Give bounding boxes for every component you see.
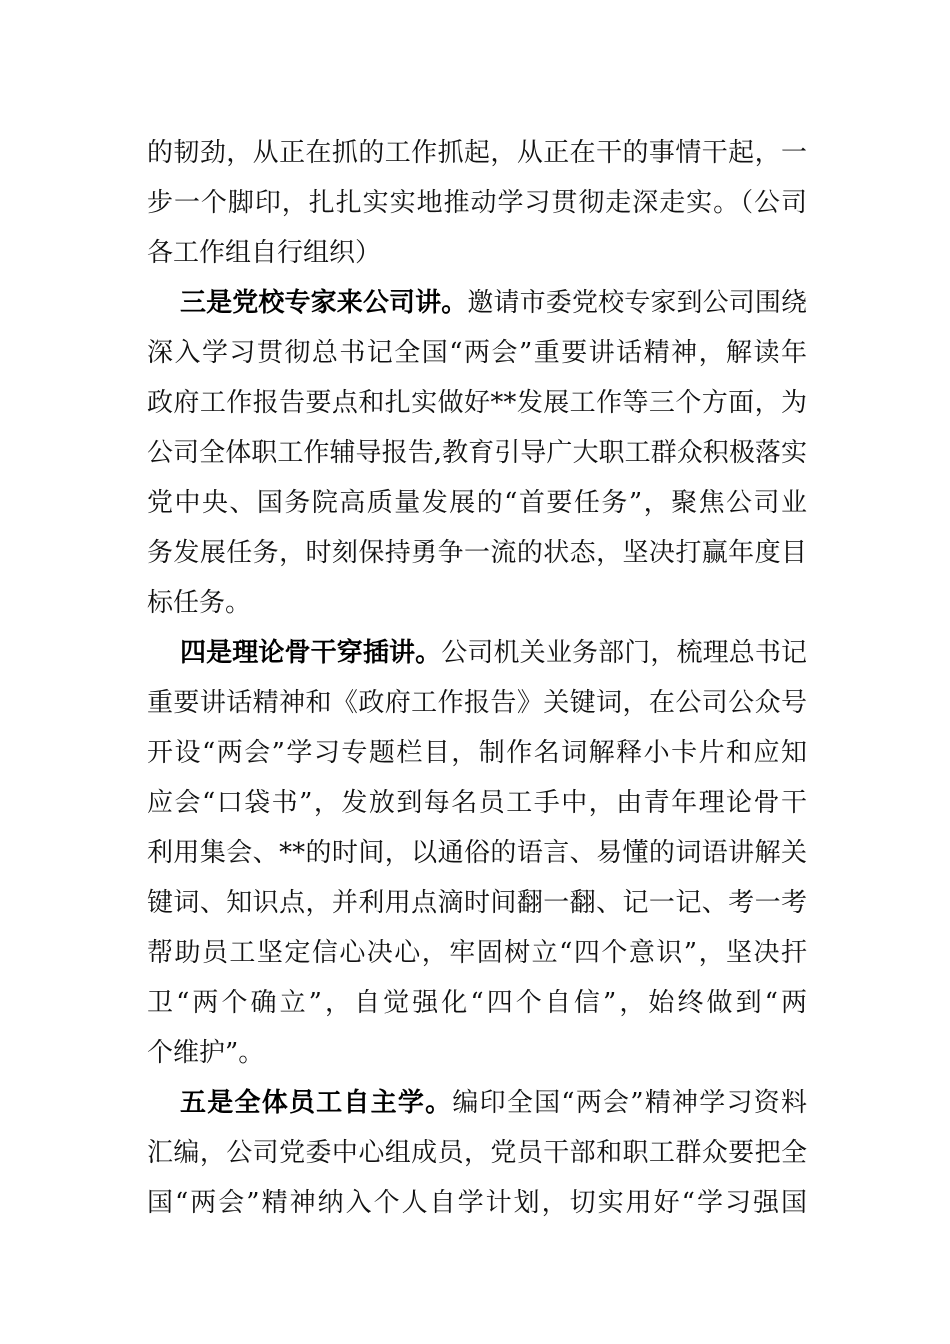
p1-line-1: 的韧劲，从正在抓的工作抓起，从正在干的事情干起，一	[147, 138, 807, 168]
p1-line-2: 步一个脚印，扎扎实实地推动学习贯彻走深走实。（公司	[147, 188, 807, 218]
p3-line-1	[180, 633, 807, 673]
p3-first-line-text: 公司机关业务部门，梳理总书记	[441, 638, 807, 668]
p3-line-3: 开设“两会”学习专题栏目，制作名词解释小卡片和应知	[147, 738, 807, 768]
p2-line-4: 公司全体职工作辅导报告,教育引导广大职工群众积极落实	[147, 438, 807, 468]
p3-lead-heading: 四是理论骨干穿插讲。	[180, 638, 442, 668]
p3-line-2: 重要讲话精神和《政府工作报告》关键词，在公司公众号	[147, 688, 807, 718]
p4-line-1	[180, 1083, 807, 1123]
p2-line-5: 党中央、国务院高质量发展的“首要任务”，聚焦公司业	[147, 488, 807, 518]
p4-first-line-text: 编印全国“两会”精神学习资料	[452, 1088, 807, 1118]
p2-lead-heading: 三是党校专家来公司讲。	[180, 288, 468, 318]
p2-line-3: 政府工作报告要点和扎实做好**发展工作等三个方面，为	[147, 388, 807, 418]
p3-line-4: 应会“口袋书”，发放到每名员工手中，由青年理论骨干	[147, 788, 807, 818]
p1-line-3: 各工作组自行组织）	[147, 238, 382, 268]
p3-line-9: 个维护”。	[147, 1038, 265, 1068]
p2-line-2: 深入学习贯彻总书记全国“两会”重要讲话精神，解读年	[147, 338, 807, 368]
p2-line-1	[180, 283, 807, 323]
p4-line-3: 国“两会”精神纳入个人自学计划，切实用好“学习强国	[147, 1188, 807, 1218]
p4-line-2: 汇编，公司党委中心组成员，党员干部和职工群众要把全	[147, 1138, 807, 1168]
p3-line-7: 帮助员工坚定信心决心，牢固树立“四个意识”，坚决扞	[147, 938, 807, 968]
p3-line-5: 利用集会、**的时间，以通俗的语言、易懂的词语讲解关	[147, 838, 807, 868]
p3-line-6: 键词、知识点，并利用点滴时间翻一翻、记一记、考一考	[147, 888, 807, 918]
p2-line-6: 务发展任务，时刻保持勇争一流的状态，坚决打赢年度目	[147, 538, 807, 568]
p2-line-7: 标任务。	[147, 588, 252, 618]
p3-line-8: 卫“两个确立”，自觉强化“四个自信”，始终做到“两	[147, 988, 807, 1018]
p2-first-line-text: 邀请市委党校专家到公司围绕	[467, 288, 807, 318]
p4-lead-heading: 五是全体员工自主学。	[180, 1088, 453, 1118]
